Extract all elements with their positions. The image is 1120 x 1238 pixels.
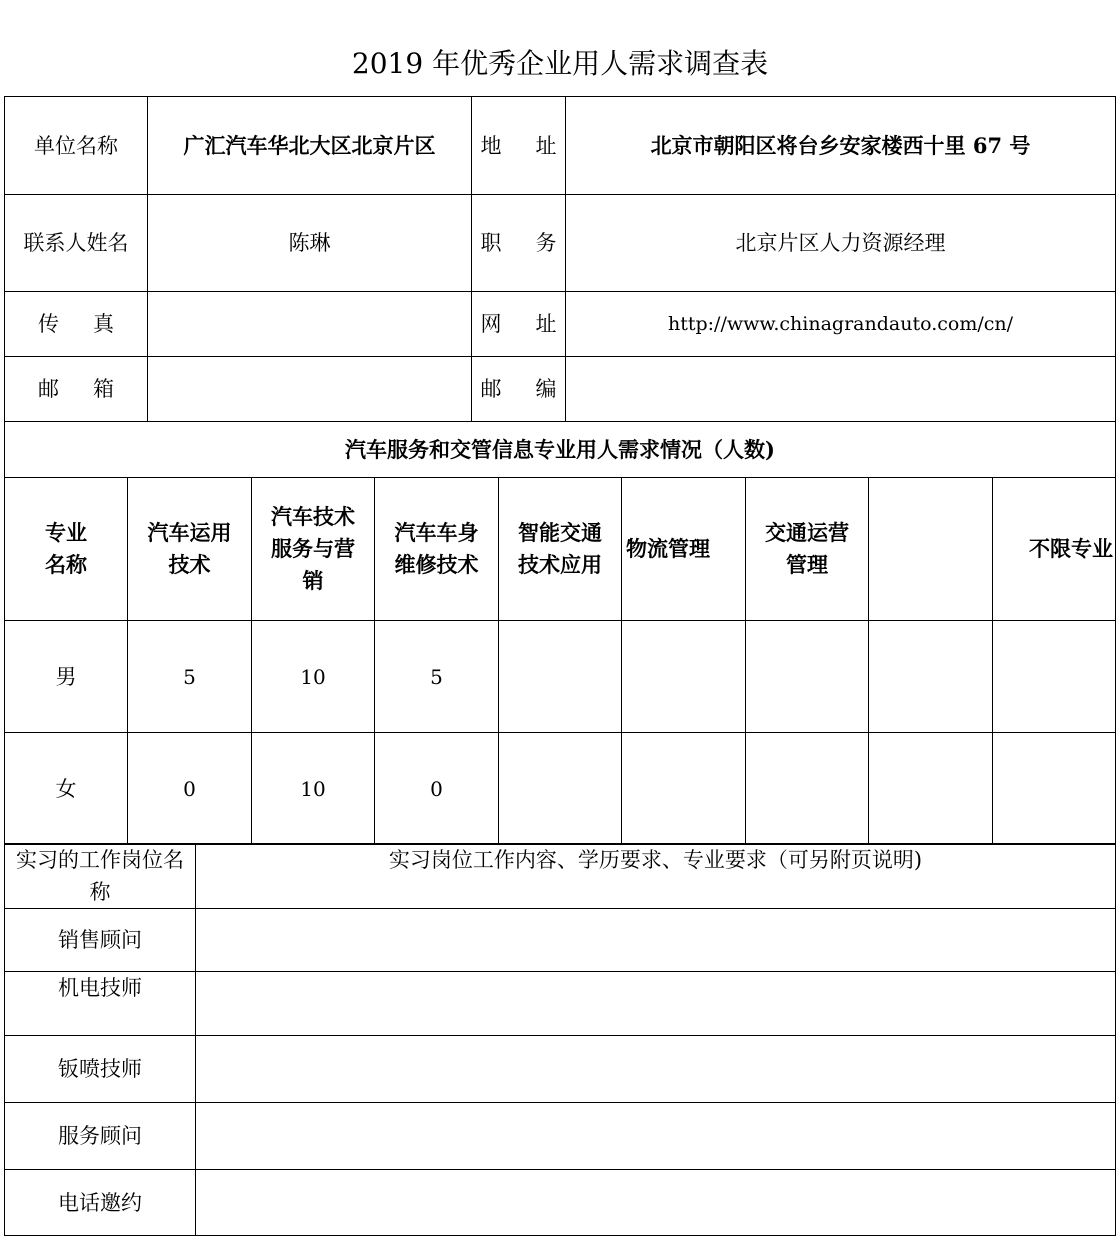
position-detail xyxy=(196,1170,1116,1236)
count-cell xyxy=(869,733,993,845)
count-cell xyxy=(993,621,1116,733)
address-value: 北京市朝阳区将台乡安家楼西十里 67 号 xyxy=(566,97,1116,195)
unit-label: 单位名称 xyxy=(5,97,148,195)
major-header: 汽车技术服务与营销 xyxy=(252,478,375,621)
count-cell xyxy=(499,733,622,845)
major-header xyxy=(869,478,993,621)
gender-label-female: 女 xyxy=(5,733,128,845)
internship-table xyxy=(4,843,1116,1236)
table-row xyxy=(5,733,1116,845)
major-header: 汽车运用技术 xyxy=(128,478,252,621)
count-cell xyxy=(746,621,869,733)
contact-value: 陈琳 xyxy=(148,195,472,292)
count-cell: 0 xyxy=(375,733,499,845)
major-header: 交通运营管理 xyxy=(746,478,869,621)
postcode-value xyxy=(566,357,1116,422)
position-name: 销售顾问 xyxy=(5,909,196,972)
email-label: 邮 箱 xyxy=(5,357,148,422)
demand-table xyxy=(4,477,1116,845)
table-row xyxy=(5,621,1116,733)
count-cell: 0 xyxy=(128,733,252,845)
email-value xyxy=(148,357,472,422)
position-name: 机电技师 xyxy=(5,972,196,1036)
position-name: 钣喷技师 xyxy=(5,1036,196,1103)
position-detail xyxy=(196,909,1116,972)
major-header: 不限专业 xyxy=(993,478,1116,621)
major-header-row xyxy=(5,478,1116,621)
gender-label-male: 男 xyxy=(5,621,128,733)
internship-header-left: 实习的工作岗位名称 xyxy=(5,844,196,909)
position-value: 北京片区人力资源经理 xyxy=(566,195,1116,292)
unit-value: 广汇汽车华北大区北京片区 xyxy=(148,97,472,195)
position-name: 服务顾问 xyxy=(5,1103,196,1170)
table-row xyxy=(5,1103,1116,1170)
table-row xyxy=(5,972,1116,1036)
position-detail xyxy=(196,972,1116,1036)
table-row xyxy=(5,1170,1116,1236)
demand-section-title: 汽车服务和交管信息专业用人需求情况（人数) xyxy=(5,422,1116,478)
position-detail xyxy=(196,1036,1116,1103)
count-cell xyxy=(993,733,1116,845)
count-cell xyxy=(869,621,993,733)
count-cell xyxy=(622,621,746,733)
website-value: http://www.chinagrandauto.com/cn/ xyxy=(566,292,1116,357)
website-label: 网 址 xyxy=(472,292,566,357)
fax-value xyxy=(148,292,472,357)
table-row xyxy=(5,1036,1116,1103)
count-cell xyxy=(499,621,622,733)
contact-label: 联系人姓名 xyxy=(5,195,148,292)
count-cell: 5 xyxy=(128,621,252,733)
major-header: 智能交通技术应用 xyxy=(499,478,622,621)
address-label: 地 址 xyxy=(472,97,566,195)
position-detail xyxy=(196,1103,1116,1170)
count-cell: 5 xyxy=(375,621,499,733)
postcode-label: 邮 编 xyxy=(472,357,566,422)
count-cell: 10 xyxy=(252,621,375,733)
major-header: 物流管理 xyxy=(622,478,746,621)
count-cell: 10 xyxy=(252,733,375,845)
internship-header-right: 实习岗位工作内容、学历要求、专业要求（可另附页说明) xyxy=(196,844,1116,909)
position-name: 电话邀约 xyxy=(5,1170,196,1236)
fax-label: 传 真 xyxy=(5,292,148,357)
major-header-first: 专业 名称 xyxy=(5,478,128,621)
position-label: 职 务 xyxy=(472,195,566,292)
major-header: 汽车车身维修技术 xyxy=(375,478,499,621)
company-info-table xyxy=(4,96,1116,478)
page-title: 2019 年优秀企业用人需求调查表 xyxy=(351,47,769,80)
count-cell xyxy=(746,733,869,845)
count-cell xyxy=(622,733,746,845)
table-row xyxy=(5,909,1116,972)
